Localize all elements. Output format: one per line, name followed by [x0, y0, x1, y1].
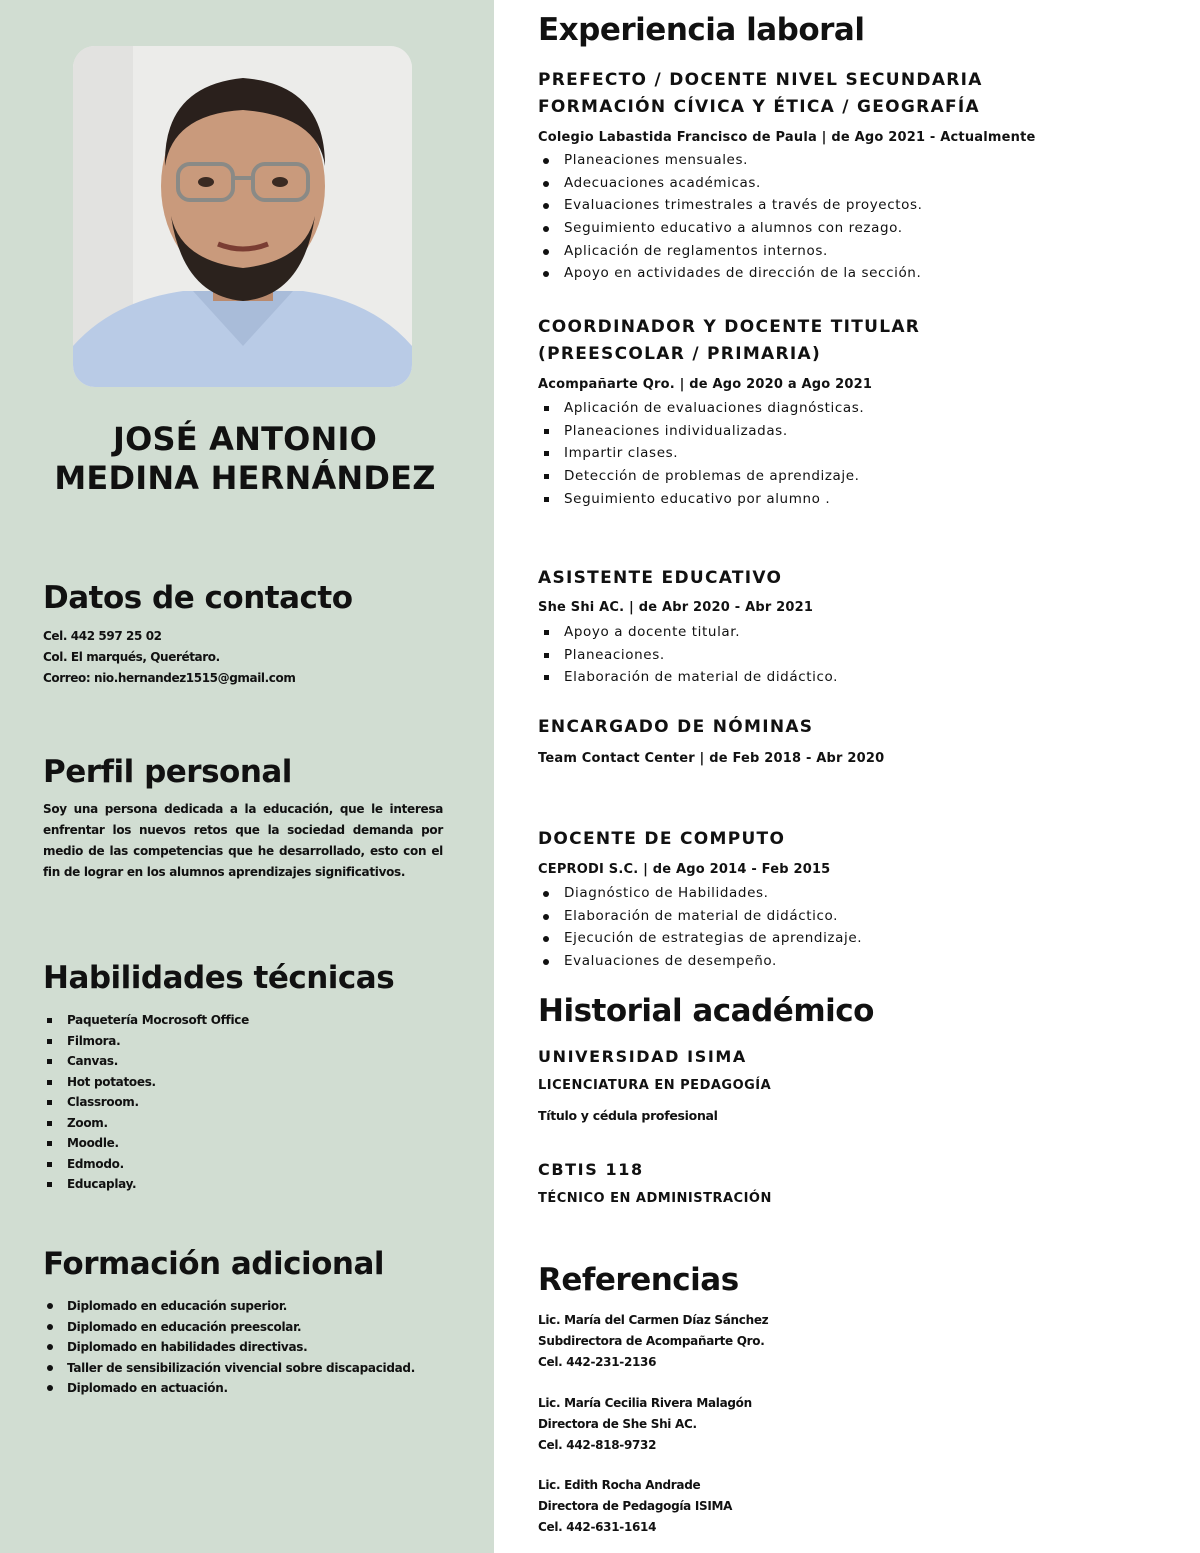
job-meta: Team Contact Center | de Feb 2018 - Abr 2020 [538, 751, 885, 766]
list-item: Evaluaciones de desempeño. [538, 950, 862, 973]
list-item: Diplomado en actuación. [43, 1378, 415, 1399]
reference-role: Directora de Pedagogía ISIMA [538, 1499, 733, 1513]
list-item: Seguimiento educativo a alumnos con rezago. [538, 217, 923, 240]
job-title-line: ENCARGADO DE NÓMINAS [538, 717, 814, 737]
job-duties [538, 397, 864, 510]
contact-email: Correo: nio.hernandez1515@gmail.com [43, 671, 296, 685]
list-item: Impartir clases. [538, 442, 864, 465]
skills-list [43, 1010, 249, 1195]
reference-role: Subdirectora de Acompañarte Qro. [538, 1334, 765, 1348]
skills-heading: Habilidades técnicas [43, 960, 395, 996]
list-item: Apoyo en actividades de dirección de la sección. [538, 262, 923, 285]
list-item: Moodle. [43, 1133, 249, 1154]
reference-entry [538, 1393, 752, 1456]
portrait-image [73, 46, 412, 387]
job-meta: CEPRODI S.C. | de Ago 2014 - Feb 2015 [538, 862, 831, 877]
profile-text: Soy una persona dedicada a la educación, que le interesa enfrentar los nuevos retos que la sociedad demanda por medio de las competencias que he desarrollado, esto con el fin de lograr en los alumnos aprendizajes significativos. [43, 802, 443, 879]
name-line-2: MEDINA HERNÁNDEZ [54, 459, 436, 497]
reference-entry [538, 1475, 732, 1538]
reference-role: Directora de She Shi AC. [538, 1417, 697, 1431]
education-heading: Historial académico [538, 993, 874, 1029]
reference-phone: Cel. 442-818-9732 [538, 1438, 657, 1452]
job-title [538, 714, 813, 741]
contact-details [43, 626, 295, 689]
list-item: Planeaciones mensuales. [538, 149, 923, 172]
job-meta: Acompañarte Qro. | de Ago 2020 a Ago 2021 [538, 377, 873, 392]
reference-entry [538, 1310, 768, 1373]
reference-name: Lic. María del Carmen Díaz Sánchez [538, 1313, 769, 1327]
candidate-name [20, 420, 470, 498]
contact-address: Col. El marqués, Querétaro. [43, 650, 220, 664]
list-item: Planeaciones individualizadas. [538, 420, 864, 443]
list-item: Ejecución de estrategias de aprendizaje. [538, 927, 862, 950]
job-meta: Colegio Labastida Francisco de Paula | de Ago 2021 - Actualmente [538, 130, 1036, 145]
list-item: Apoyo a docente titular. [538, 621, 838, 644]
education-degree: LICENCIATURA EN PEDAGOGÍA [538, 1078, 772, 1093]
list-item: Diplomado en educación superior. [43, 1296, 415, 1317]
job-duties [538, 621, 838, 689]
list-item: Paquetería Mocrosoft Office [43, 1010, 249, 1031]
job-duties [538, 149, 923, 285]
job-title [538, 565, 782, 592]
reference-name: Lic. Edith Rocha Andrade [538, 1478, 701, 1492]
name-line-1: JOSÉ ANTONIO [112, 420, 378, 458]
reference-phone: Cel. 442-631-1614 [538, 1520, 657, 1534]
job-meta: She Shi AC. | de Abr 2020 - Abr 2021 [538, 600, 814, 615]
reference-name: Lic. María Cecilia Rivera Malagón [538, 1396, 752, 1410]
profile-heading: Perfil personal [43, 754, 292, 790]
list-item: Edmodo. [43, 1154, 249, 1175]
list-item: Evaluaciones trimestrales a través de proyectos. [538, 194, 923, 217]
list-item: Elaboración de material de didáctico. [538, 666, 838, 689]
profile-photo [73, 46, 412, 387]
contact-phone: Cel. 442 597 25 02 [43, 629, 162, 643]
list-item: Canvas. [43, 1051, 249, 1072]
list-item: Filmora. [43, 1031, 249, 1052]
job-title-line: PREFECTO / DOCENTE NIVEL SECUNDARIA [538, 70, 983, 90]
list-item: Diplomado en habilidades directivas. [43, 1337, 415, 1358]
experience-heading: Experiencia laboral [538, 12, 865, 48]
job-title [538, 314, 920, 368]
list-item: Taller de sensibilización vivencial sobre discapacidad. [43, 1358, 415, 1379]
contact-heading: Datos de contacto [43, 580, 353, 616]
education-note: Título y cédula profesional [538, 1108, 718, 1123]
education-school: UNIVERSIDAD ISIMA [538, 1047, 747, 1066]
list-item: Diagnóstico de Habilidades. [538, 882, 862, 905]
reference-phone: Cel. 442-231-2136 [538, 1355, 657, 1369]
list-item: Aplicación de evaluaciones diagnósticas. [538, 397, 864, 420]
list-item: Elaboración de material de didáctico. [538, 905, 862, 928]
job-title-line: ASISTENTE EDUCATIVO [538, 568, 783, 588]
job-duties [538, 882, 862, 973]
job-title-line: COORDINADOR Y DOCENTE TITULAR [538, 317, 921, 337]
list-item: Diplomado en educación preescolar. [43, 1317, 415, 1338]
job-title-line: DOCENTE DE COMPUTO [538, 829, 786, 849]
list-item: Planeaciones. [538, 644, 838, 667]
list-item: Aplicación de reglamentos internos. [538, 240, 923, 263]
training-list [43, 1296, 415, 1399]
list-item: Classroom. [43, 1092, 249, 1113]
sidebar [0, 0, 494, 1553]
list-item: Detección de problemas de aprendizaje. [538, 465, 864, 488]
references-heading: Referencias [538, 1262, 739, 1298]
education-school: CBTIS 118 [538, 1160, 644, 1179]
training-heading: Formación adicional [43, 1246, 385, 1282]
job-title-line: FORMACIÓN CÍVICA Y ÉTICA / GEOGRAFÍA [538, 97, 981, 117]
job-title-line: (PREESCOLAR / PRIMARIA) [538, 344, 822, 364]
education-degree: TÉCNICO EN ADMINISTRACIÓN [538, 1191, 772, 1206]
list-item: Hot potatoes. [43, 1072, 249, 1093]
job-title [538, 67, 983, 121]
job-title [538, 826, 785, 853]
list-item: Educaplay. [43, 1174, 249, 1195]
list-item: Zoom. [43, 1113, 249, 1134]
list-item: Adecuaciones académicas. [538, 172, 923, 195]
list-item: Seguimiento educativo por alumno . [538, 488, 864, 511]
